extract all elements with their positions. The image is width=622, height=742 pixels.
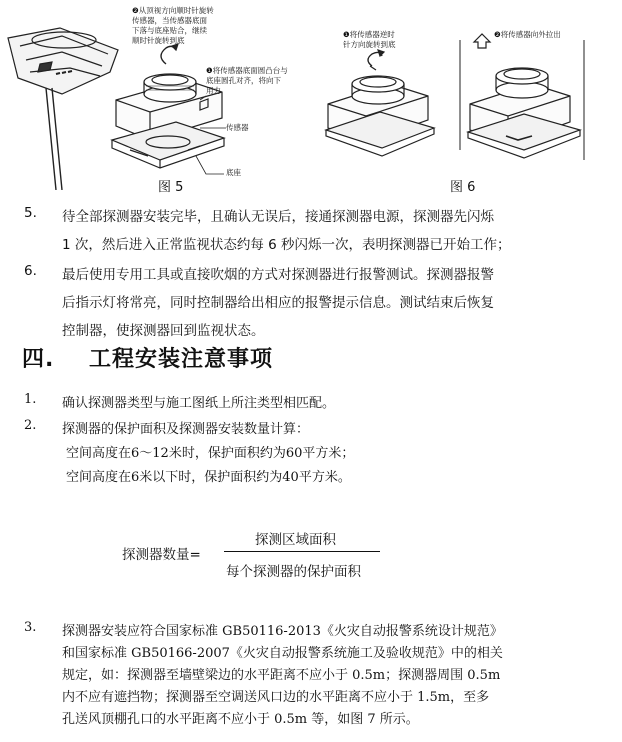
note-3-number: 3. — [24, 620, 37, 635]
height-range-6-12: 空间高度在6～12米时，保护面积约为60平方米； — [66, 446, 355, 461]
height-range-below-6: 空间高度在6米以下时，保护面积约为40平方米。 — [66, 470, 351, 485]
step-5-text: 待全部探测器安装完毕，且确认无误后，接通探测器电源，探测器先闪烁 1 次，然后进入正常监视状态约每 6 秒闪烁一次，表明探测器已开始工作； — [62, 209, 511, 253]
pull-out-arrow — [474, 34, 490, 48]
tool-pole — [46, 88, 56, 190]
fig6-note-right: ❷将传感器向外拉出 — [494, 30, 561, 39]
note-2-number: 2. — [24, 418, 37, 433]
step-5-number: 5. — [24, 205, 37, 221]
fig5-caption: 图 5 — [158, 180, 184, 195]
note-1-number: 1. — [24, 392, 37, 407]
fig5-label-base: 底座 — [226, 168, 241, 177]
section-heading: 四. 工程安装注意事项 — [22, 347, 273, 372]
note-3-text: 探测器安装应符合国家标准 GB50116-2013《火灾自动报警系统设计规范》 和国家标准 GB50166-2007《火灾自动报警系统施工及验收规范》中的相关 规定，如：探测器至墙壁梁边的水平距离不应小于 0.5m；探测器周围 0.5m 内不应有遮挡物；探测器至空调送风口边的水平距离不应小于 1.5m，至多 孔送风顶棚孔口的水平距离不应小于 0.5m 等，如图 7 所示。 — [62, 624, 503, 727]
fig5-label-sensor: 传感器 — [226, 123, 249, 132]
formula-numerator: 探测区域面积 — [255, 532, 336, 548]
formula-lhs: 探测器数量= — [122, 547, 201, 563]
fig6-note-left: ❶将传感器逆时 针方向旋转到底 — [343, 30, 396, 49]
fig6-caption: 图 6 — [450, 180, 476, 195]
note-1-text: 确认探测器类型与施工图纸上所注类型相匹配。 — [62, 396, 336, 411]
formula-fraction-bar — [224, 551, 380, 552]
fig5-note-top: ❷从顶视方向顺时针旋转 传感器，当传感器底面 下落与底座贴合，继续 顺时针旋转到底 — [132, 6, 214, 45]
note-2-text: 探测器的保护面积及探测器安装数量计算： — [62, 422, 310, 437]
step-6-number: 6. — [24, 263, 37, 279]
formula-denominator: 每个探测器的保护面积 — [226, 564, 361, 580]
step-6-text: 最后使用专用工具或直接吹烟的方式对探测器进行报警测试。探测器报警 后指示灯将常亮，同时控制器给出相应的报警提示信息。测试结束后恢复 控制器，使探测器回到监视状态。 — [62, 267, 494, 339]
rotate-arrow — [161, 46, 176, 64]
figure-6-illustration — [310, 0, 610, 190]
fig5-note-mid: ❶将传感器底面圆凸台与 底座圆孔对齐，将向下 用力 — [206, 66, 288, 95]
install-tool-head — [8, 28, 118, 94]
